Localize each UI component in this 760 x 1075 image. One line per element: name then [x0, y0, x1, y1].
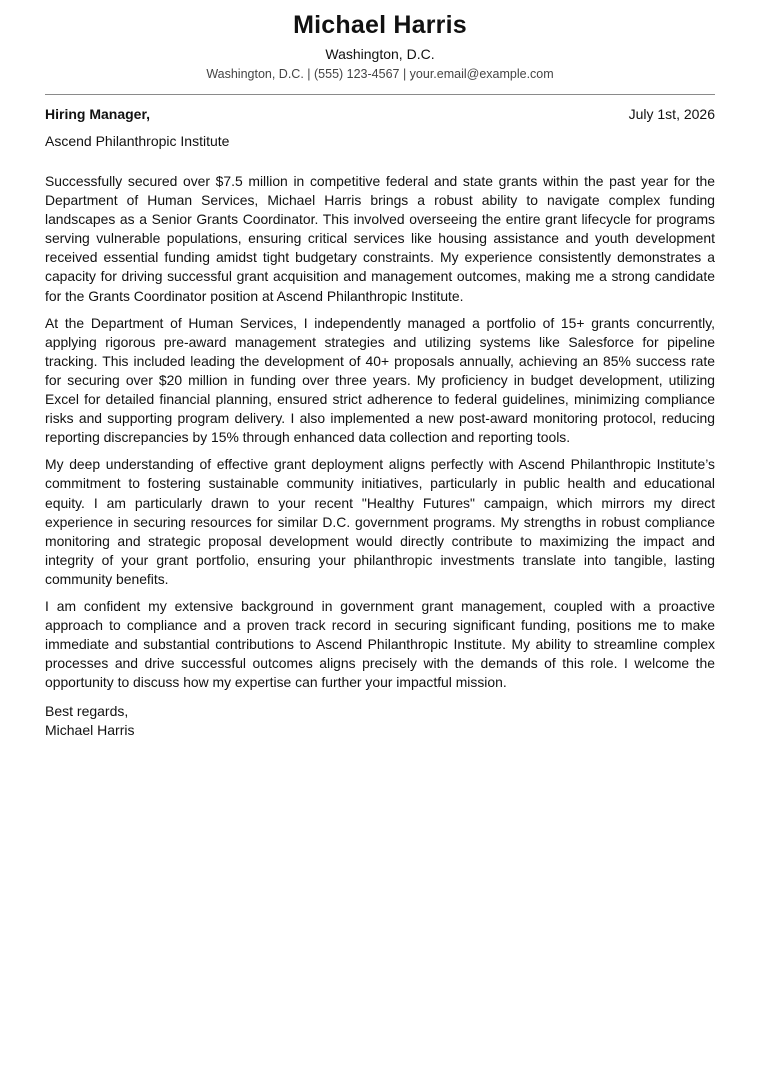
body-paragraph-4: I am confident my extensive background in government grant management, coupled with a proactive approach to compliance and a proven track record in securing significant funding, positions me to make immediate and substantial contributions to Ascend Philanthropic Institute. My ability to streamline complex processes and drive successful outcomes aligns precisely with the demands of this role. I welcome the opportunity to discuss how my expertise can further your impactful mission.	[45, 597, 715, 691]
recipient-date-row	[45, 105, 715, 123]
header-divider	[45, 94, 715, 95]
closing-salutation: Best regards,	[45, 703, 129, 720]
body-paragraph-2: At the Department of Human Services, I independently managed a portfolio of 15+ grants concurrently, applying rigorous pre-award management strategies and utilizing systems like Salesforce for pipeline tracking. This included leading the development of 40+ proposals annually, achieving an 85% success rate for securing over $20 million in funding over three years. My proficiency in budget development, utilizing Excel for detailed financial planning, ensured strict adherence to federal guidelines, minimizing compliance risks and supporting program delivery. I also implemented a new post-award monitoring protocol, reducing reporting discrepancies by 15% through enhanced data collection and reporting tools.	[45, 314, 715, 446]
letter-date: July 1st, 2026	[628, 106, 715, 122]
applicant-location: Washington, D.C.	[325, 46, 435, 62]
recipient-greeting: Hiring Manager,	[45, 106, 151, 122]
contact-line: Washington, D.C. | (555) 123-4567 | your.email@example.com	[206, 67, 554, 81]
letter-closing	[45, 702, 715, 740]
recipient-organization: Ascend Philanthropic Institute	[45, 133, 230, 149]
applicant-name: Michael Harris	[293, 11, 467, 39]
body-paragraph-3: My deep understanding of effective grant deployment aligns perfectly with Ascend Philanthropic Institute’s commitment to fostering sustainable community initiatives, particularly in public health and educational equity. I am particularly drawn to your recent "Healthy Futures" campaign, which mirrors my direct experience in securing resources for similar D.C. government programs. My strengths in robust compliance monitoring and strategic proposal development would directly contribute to maximizing the impact and integrity of your grant portfolio, ensuring your philanthropic investments translate into tangible, lasting community benefits.	[45, 456, 715, 587]
body-paragraph-1: Successfully secured over $7.5 million in competitive federal and state grants within the past year for the Department of Human Services, Michael Harris brings a robust ability to navigate complex funding landscapes as a Senior Grants Coordinator. This involved overseeing the entire grant lifecycle for programs serving vulnerable populations, ensuring critical services like housing assistance and youth development received essential funding amidst tight budgetary constraints. My experience consistently demonstrates a capacity for driving successful grant acquisition and management outcomes, making me a strong candidate for the Grants Coordinator position at Ascend Philanthropic Institute.	[45, 173, 715, 304]
letter-body	[45, 172, 715, 692]
signature-name: Michael Harris	[45, 722, 135, 739]
